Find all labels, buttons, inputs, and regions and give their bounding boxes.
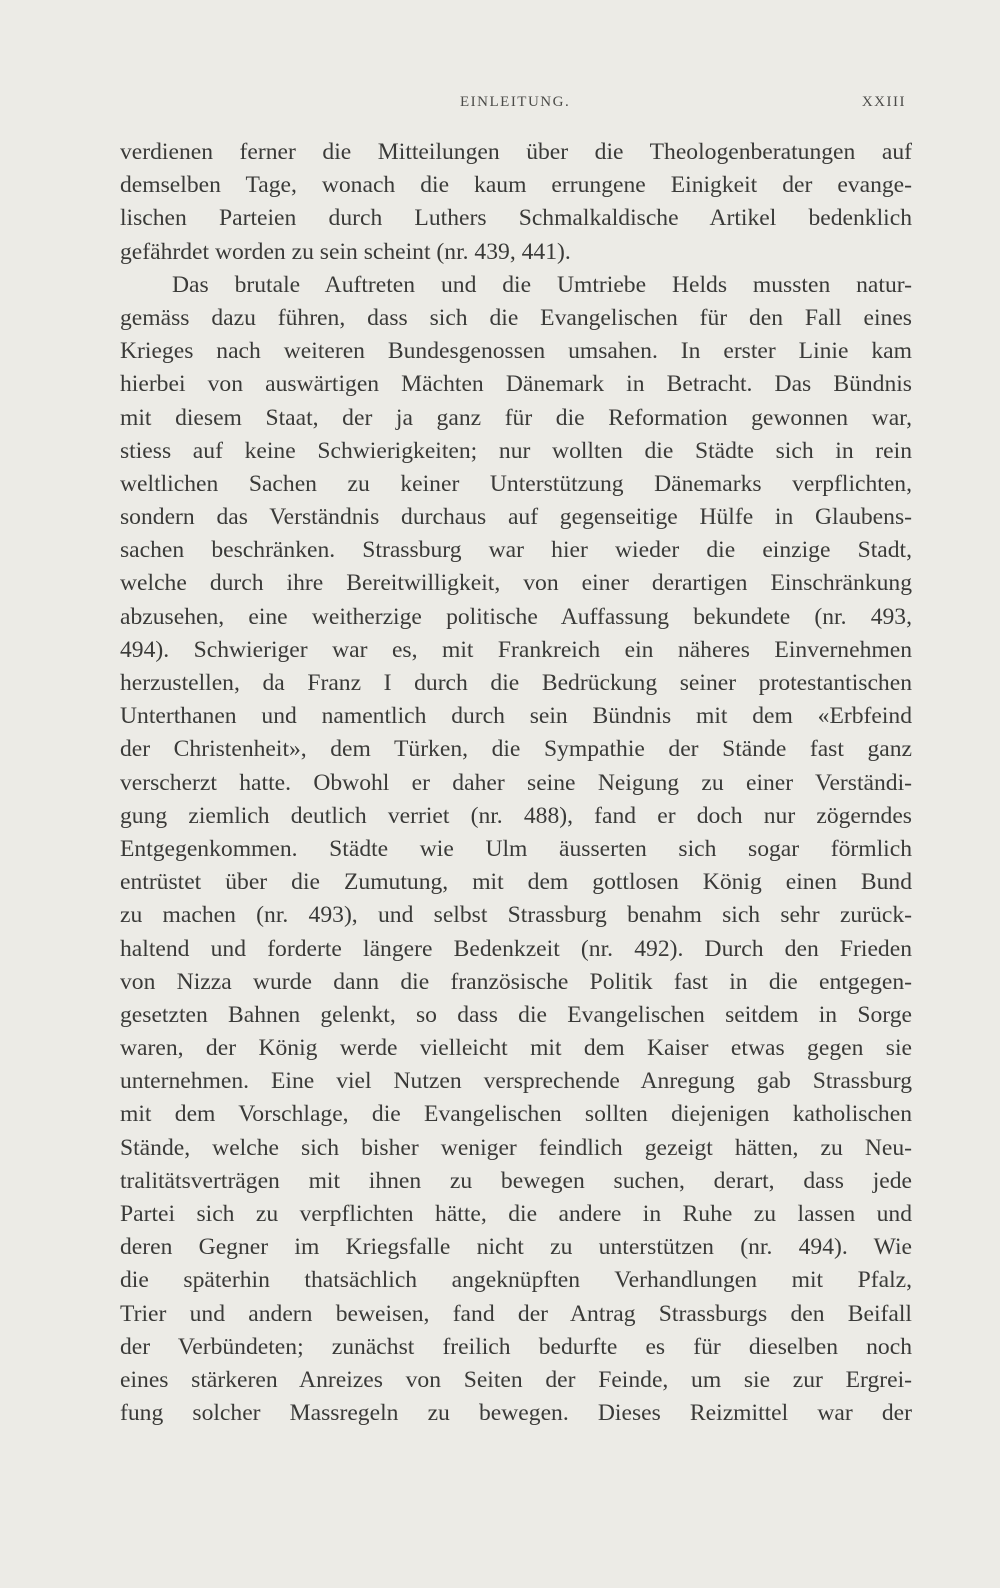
text-line: gefährdet worden zu sein scheint (nr. 439, 441). [120, 238, 571, 265]
text-line: unternehmen. Eine viel Nutzen versprechende Anregung gab Strassburg [120, 1068, 912, 1095]
text-line: tralitätsverträgen mit ihnen zu bewegen suchen, derart, dass jede [120, 1167, 912, 1194]
text-line: mit dem Vorschlage, die Evangelischen sollten diejenigen katholischen [120, 1101, 912, 1128]
text-line: Unterthanen und namentlich durch sein Bündnis mit dem «Erbfeind [120, 703, 912, 730]
text-line: demselben Tage, wonach die kaum errungene Einigkeit der evange- [120, 172, 912, 199]
text-line: welche durch ihre Bereitwilligkeit, von einer derartigen Einschränkung [120, 570, 912, 597]
text-line: mit diesem Staat, der ja ganz für die Reformation gewonnen war, [120, 404, 912, 431]
text-line: Stände, welche sich bisher weniger feindlich gezeigt hätten, zu Neu- [120, 1134, 912, 1161]
text-line: fung solcher Massregeln zu bewegen. Dieses Reizmittel war der [120, 1400, 912, 1427]
text-line: weltlichen Sachen zu keiner Unterstützung Dänemarks verpflichten, [120, 470, 912, 497]
text-line: Trier und andern beweisen, fand der Antrag Strassburgs den Beifall [120, 1300, 912, 1327]
text-line: deren Gegner im Kriegsfalle nicht zu unterstützen (nr. 494). Wie [120, 1234, 912, 1261]
body-text [120, 136, 912, 1430]
text-line: herzustellen, da Franz I durch die Bedrückung seiner protestantischen [120, 670, 912, 696]
text-line: stiess auf keine Schwierigkeiten; nur wollten die Städte sich in rein [120, 437, 912, 464]
running-head [120, 94, 912, 118]
text-line: zu machen (nr. 493), und selbst Strassburg benahm sich sehr zurück- [120, 902, 912, 929]
text-line: hierbei von auswärtigen Mächten Dänemark in Betracht. Das Bündnis [120, 371, 912, 398]
text-line: verscherzt hatte. Obwohl er daher seine Neigung zu einer Verständi- [120, 769, 912, 796]
page-number: XXIII [861, 94, 906, 110]
text-line: von Nizza wurde dann die französische Politik fast in die entgegen- [120, 968, 912, 995]
text-line: gemäss dazu führen, dass sich die Evangelischen für den Fall eines [120, 304, 912, 331]
text-line: gesetzten Bahnen gelenkt, so dass die Evangelischen seitdem in Sorge [120, 1001, 912, 1028]
text-line: sachen beschränken. Strassburg war hier wieder die einzige Stadt, [120, 537, 912, 564]
text-line: sondern das Verständnis durchaus auf gegenseitige Hülfe in Glaubens- [120, 504, 912, 531]
text-line: entrüstet über die Zumutung, mit dem gottlosen König einen Bund [120, 869, 912, 896]
text-line: der Verbündeten; zunächst freilich bedurfte es für dieselben noch [120, 1333, 912, 1360]
text-line: eines stärkeren Anreizes von Seiten der Feinde, um sie zur Ergrei- [120, 1366, 912, 1393]
chapter-title: EINLEITUNG. [460, 94, 571, 110]
text-line: verdienen ferner die Mitteilungen über die Theologenberatungen auf [120, 139, 912, 165]
text-line: die späterhin thatsächlich angeknüpften Verhandlungen mit Pfalz, [120, 1267, 912, 1294]
text-line: waren, der König werde vielleicht mit dem Kaiser etwas gegen sie [120, 1035, 912, 1062]
text-line: abzusehen, eine weitherzige politische Auffassung bekundete (nr. 493, [120, 603, 912, 630]
text-line: Das brutale Auftreten und die Umtriebe Helds mussten natur- [172, 271, 912, 298]
text-line: Krieges nach weiteren Bundesgenossen umsahen. In erster Linie kam [120, 338, 912, 365]
text-line: der Christenheit», dem Türken, die Sympathie der Stände fast ganz [120, 736, 912, 763]
text-line: Partei sich zu verpflichten hätte, die andere in Ruhe zu lassen und [120, 1201, 912, 1227]
text-line: lischen Parteien durch Luthers Schmalkaldische Artikel bedenklich [120, 205, 912, 232]
text-line: 494). Schwieriger war es, mit Frankreich ein näheres Einvernehmen [120, 636, 912, 663]
text-line: haltend und forderte längere Bedenkzeit (nr. 492). Durch den Frieden [120, 935, 912, 962]
text-line: gung ziemlich deutlich verriet (nr. 488), fand er doch nur zögerndes [120, 802, 912, 829]
text-line: Entgegenkommen. Städte wie Ulm äusserten sich sogar förmlich [120, 835, 912, 862]
